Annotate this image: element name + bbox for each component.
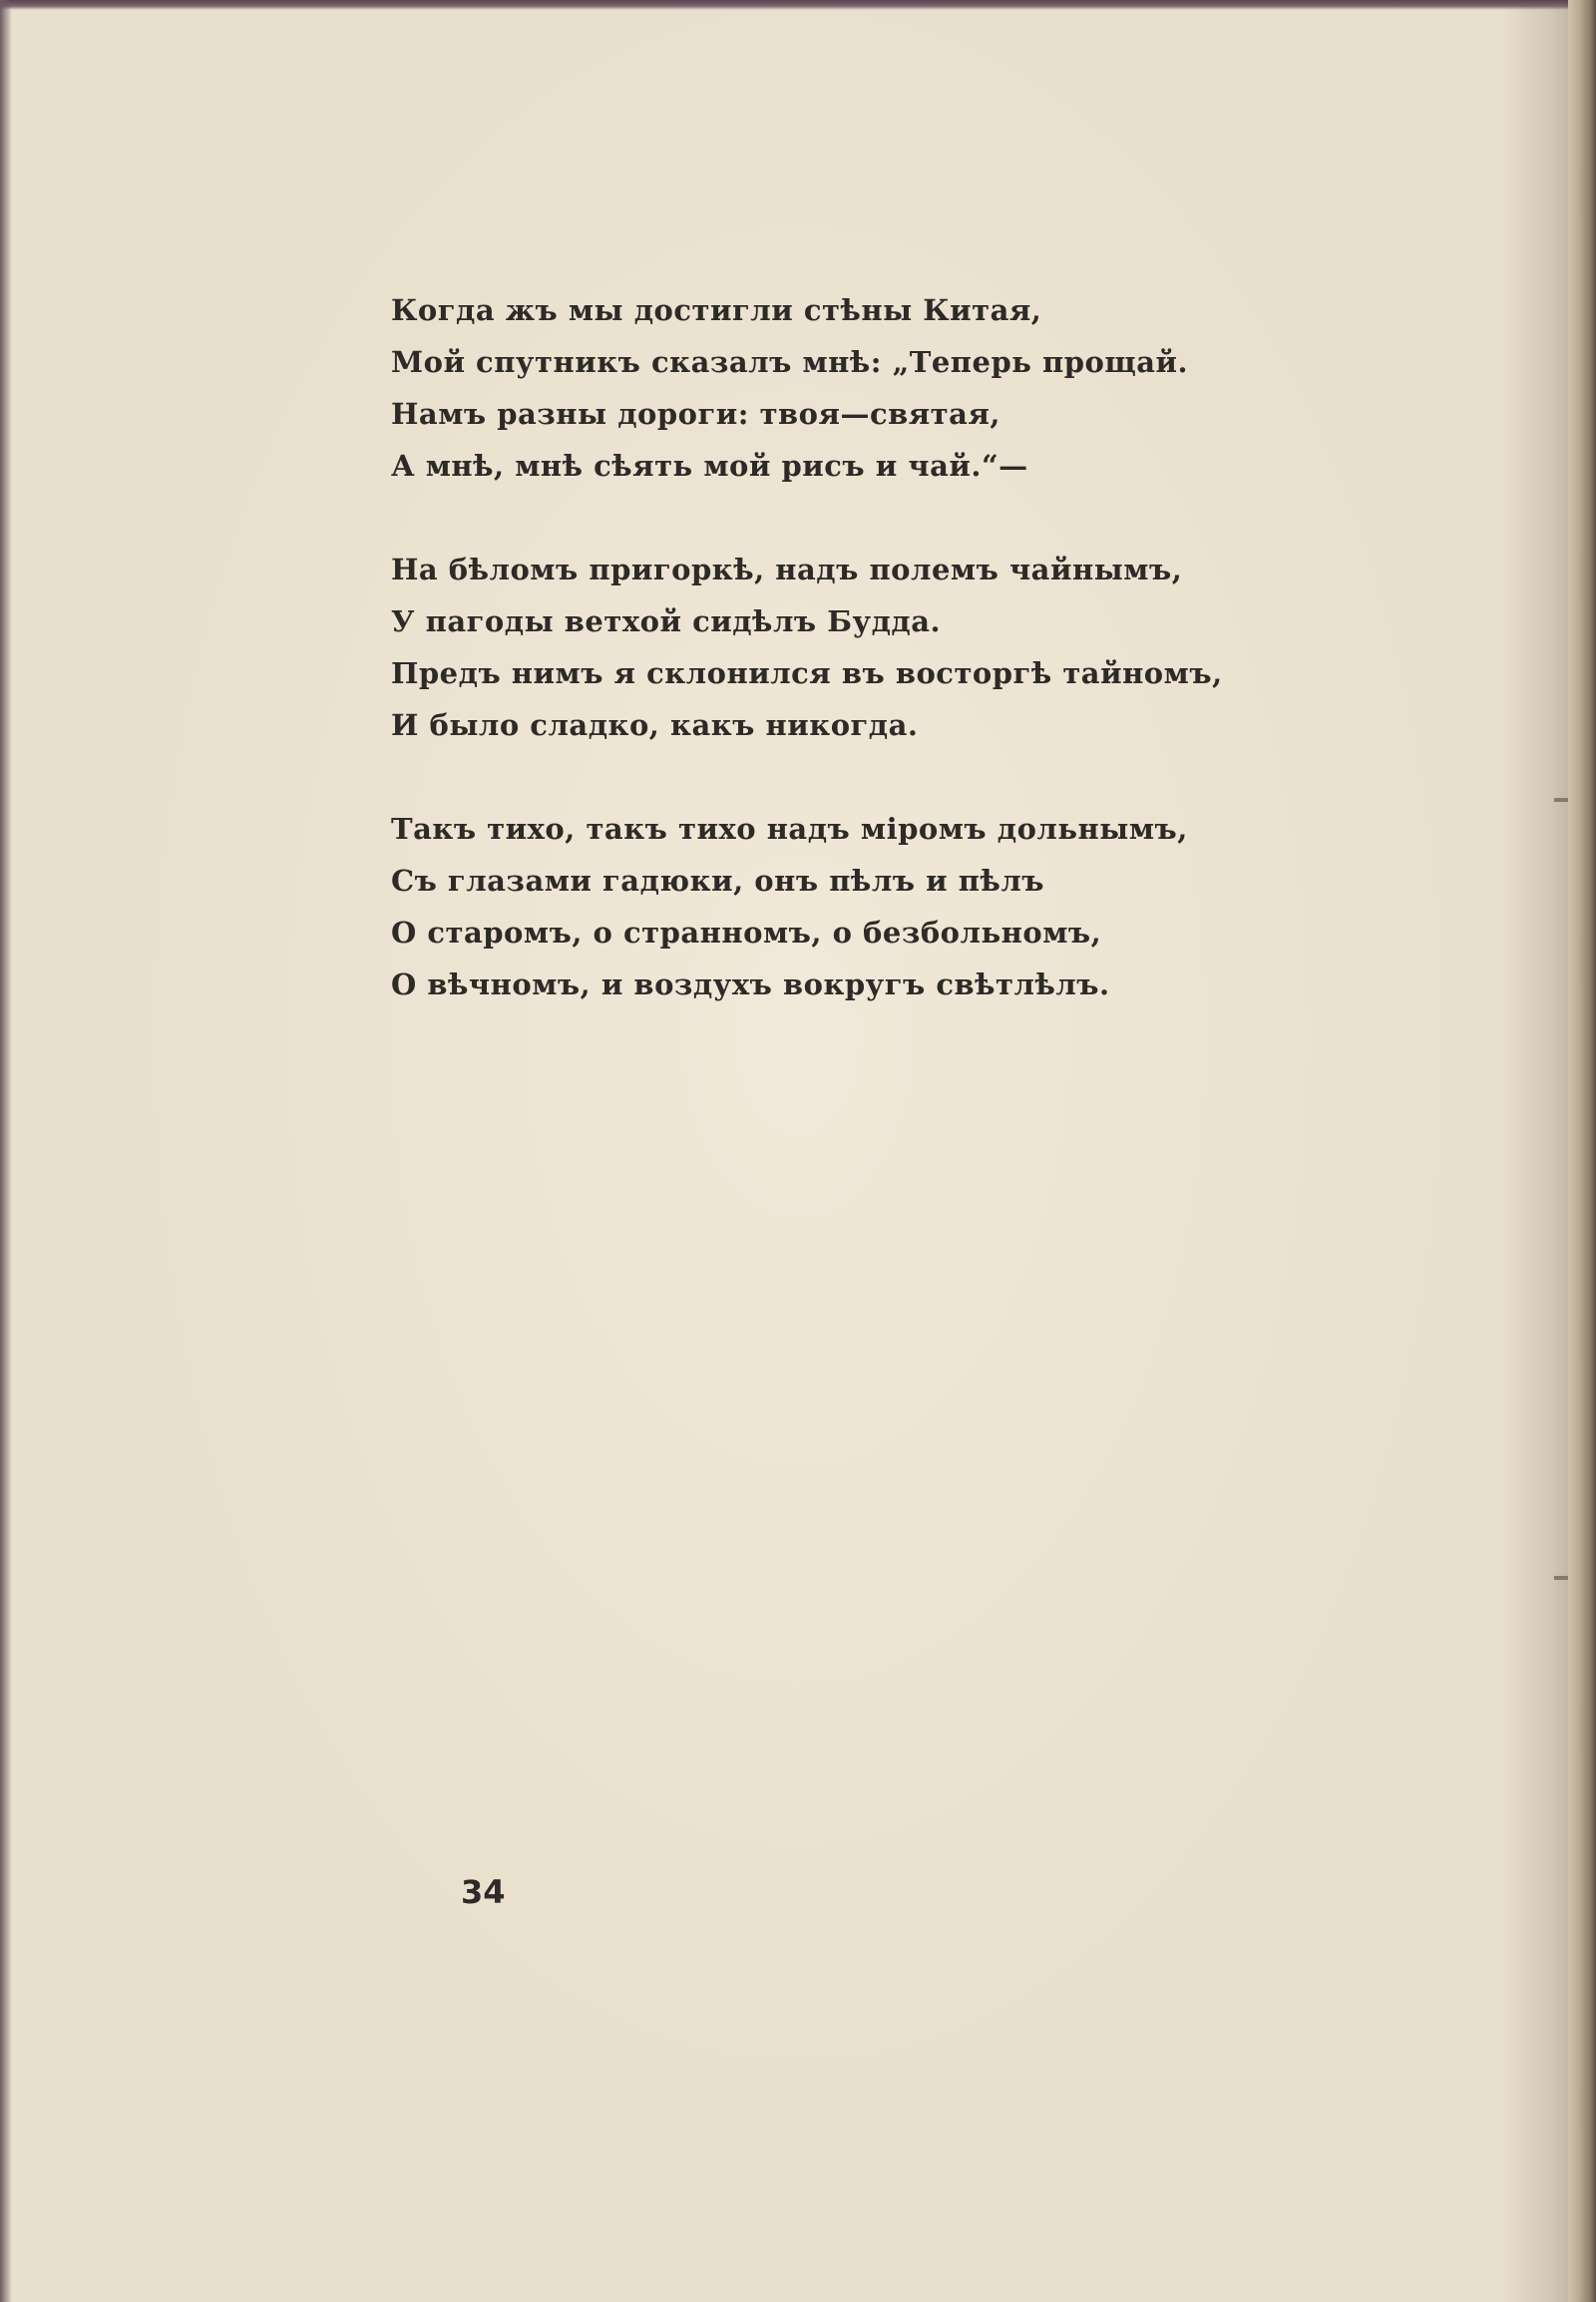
poem-line: И было сладко, какъ никогда. (391, 708, 919, 742)
poem-line: О старомъ, о странномъ, о безбольномъ, (391, 916, 1102, 950)
page-fold-mark (1554, 798, 1568, 802)
stanza (391, 803, 1249, 1010)
stanza (391, 284, 1249, 492)
poem-line: У пагоды ветхой сидѣлъ Будда. (391, 604, 942, 638)
page-number: 34 (461, 1873, 506, 1911)
poem-line: Когда жъ мы достигли стѣны Китая, (391, 293, 1042, 327)
poem-line: На бѣломъ пригоркѣ, надъ полемъ чайнымъ, (391, 553, 1183, 586)
poem-line: О вѣчномъ, и воздухъ вокругъ свѣтлѣлъ. (391, 967, 1110, 1001)
poem-line: Предъ нимъ я склонился въ восторгѣ тайномъ, (391, 656, 1223, 690)
poem-line: Такъ тихо, такъ тихо надъ міромъ дольнымъ, (391, 812, 1188, 846)
poem-line: Съ глазами гадюки, онъ пѣлъ и пѣлъ (391, 864, 1045, 898)
poem (391, 284, 1249, 1062)
poem-line: Намъ разны дороги: твоя—святая, (391, 397, 1000, 431)
page-fold-mark (1554, 1576, 1568, 1580)
page-left-edge (0, 0, 12, 2302)
poem-line: А мнѣ, мнѣ сѣять мой рисъ и чай.“— (391, 449, 1028, 483)
poem-line: Мой спутникъ сказалъ мнѣ: „Теперь прощай. (391, 345, 1189, 379)
page-top-edge (0, 0, 1596, 10)
stanza (391, 544, 1249, 751)
page-right-edge (1568, 0, 1596, 2302)
